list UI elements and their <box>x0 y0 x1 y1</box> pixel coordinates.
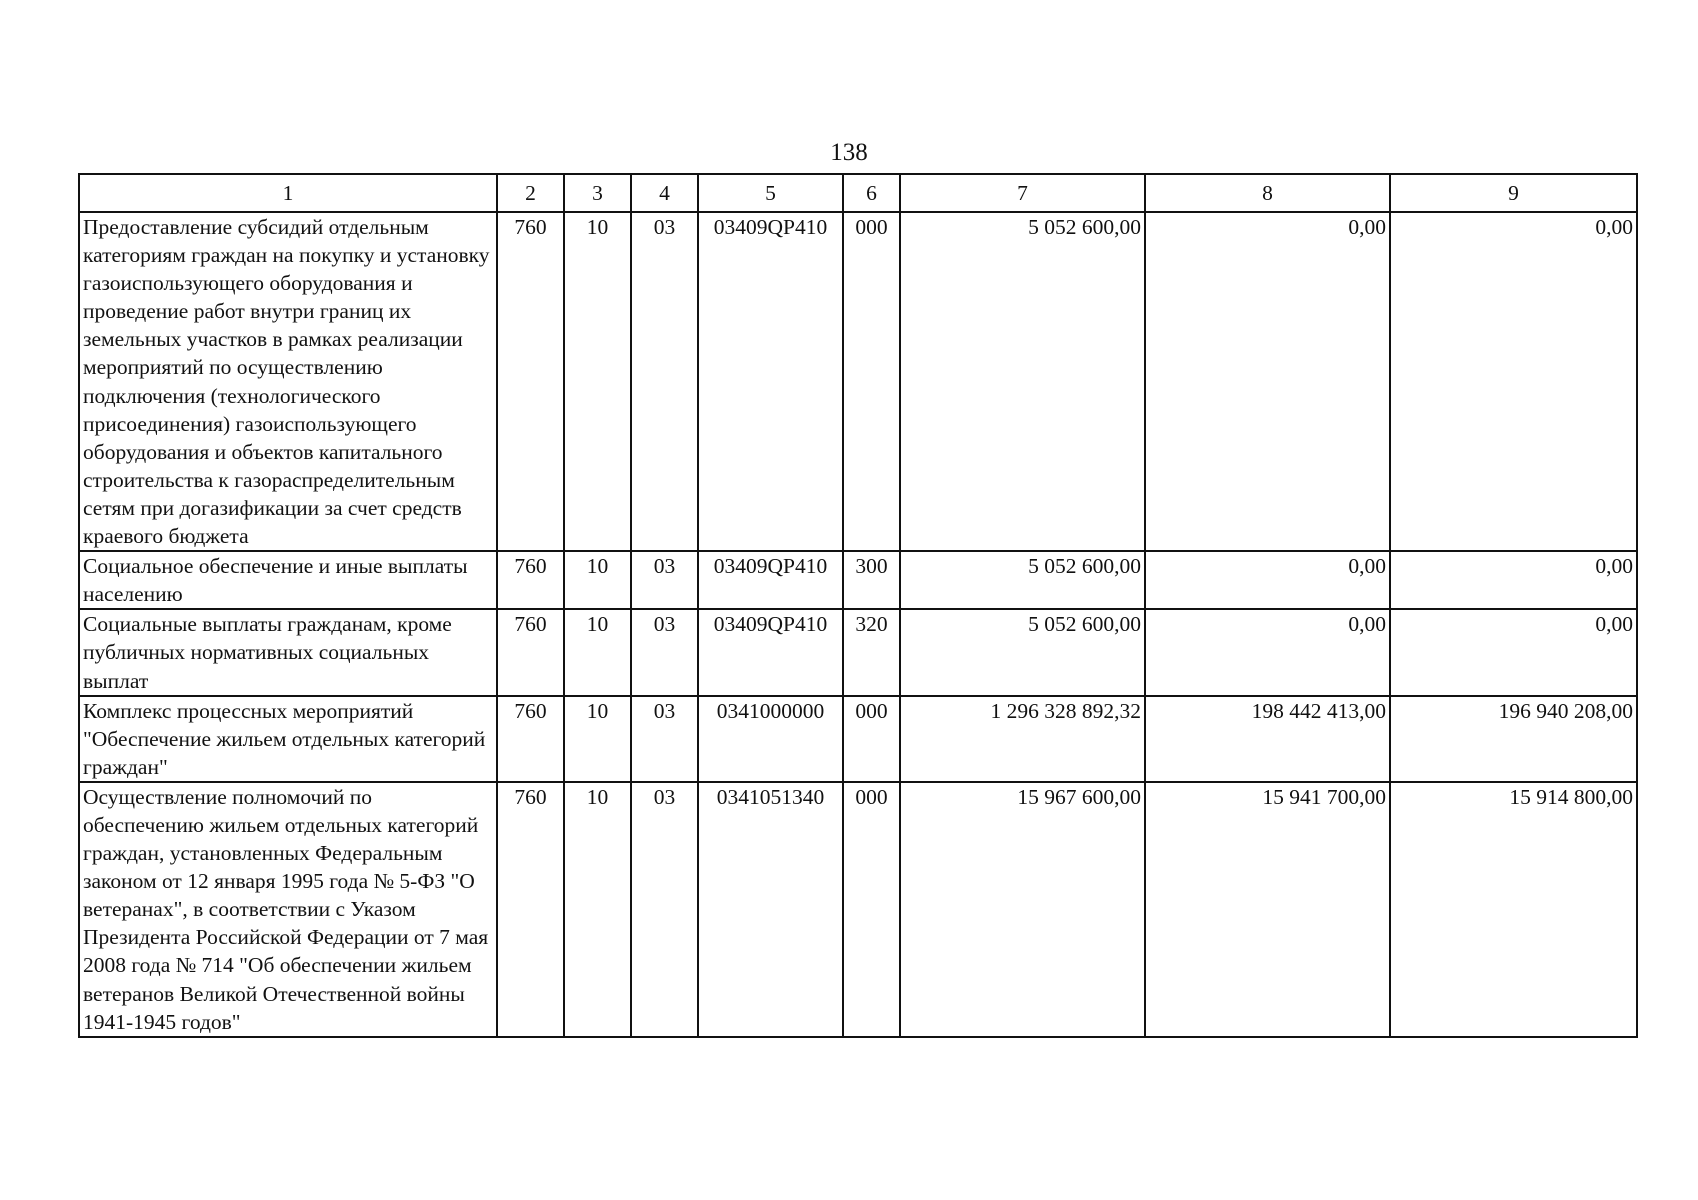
row-code-2: 760 <box>497 551 564 609</box>
row-code-4: 03 <box>631 212 698 551</box>
row-code-5: 03409QP410 <box>698 212 843 551</box>
row-amount-8: 0,00 <box>1145 551 1390 609</box>
row-code-6: 300 <box>843 551 900 609</box>
budget-table <box>78 173 1638 1038</box>
row-code-6: 320 <box>843 609 900 695</box>
row-code-3: 10 <box>564 212 631 551</box>
row-name: Социальное обеспечение и иные выплаты населению <box>79 551 497 609</box>
column-header: 2 <box>497 174 564 212</box>
row-amount-9: 0,00 <box>1390 609 1637 695</box>
row-code-5: 03409QP410 <box>698 551 843 609</box>
row-code-3: 10 <box>564 696 631 782</box>
row-amount-9: 196 940 208,00 <box>1390 696 1637 782</box>
row-amount-8: 198 442 413,00 <box>1145 696 1390 782</box>
row-code-3: 10 <box>564 551 631 609</box>
row-code-6: 000 <box>843 696 900 782</box>
row-name: Предоставление субсидий отдельным категориям граждан на покупку и установку газоиспользующего оборудования и проведение работ внутри границ их земельных участков в рамках реализации мероприятий по осуществлению подключения (технологического присоединения) газоиспользующего оборудования и объектов капитального строительства к газораспределительным сетям при догазификации за счет средств краевого бюджета <box>79 212 497 551</box>
table-row <box>79 782 1637 1037</box>
table-row <box>79 696 1637 782</box>
column-header: 1 <box>79 174 497 212</box>
row-name: Осуществление полномочий по обеспечению жильем отдельных категорий граждан, установленных Федеральным законом от 12 января 1995 года № 5-ФЗ "О ветеранах", в соответствии с Указом Президента Российской Федерации от 7 мая 2008 года № 714 "Об обеспечении жильем ветеранов Великой Отечественной войны 1941-1945 годов" <box>79 782 497 1037</box>
row-code-4: 03 <box>631 551 698 609</box>
row-amount-7: 5 052 600,00 <box>900 551 1145 609</box>
row-amount-8: 15 941 700,00 <box>1145 782 1390 1037</box>
header-row <box>79 174 1637 212</box>
row-code-2: 760 <box>497 609 564 695</box>
table-row <box>79 551 1637 609</box>
table-row <box>79 212 1637 551</box>
row-code-2: 760 <box>497 212 564 551</box>
column-header: 3 <box>564 174 631 212</box>
page-number: 138 <box>830 139 868 166</box>
row-code-3: 10 <box>564 609 631 695</box>
row-code-6: 000 <box>843 782 900 1037</box>
column-header: 7 <box>900 174 1145 212</box>
row-amount-9: 0,00 <box>1390 212 1637 551</box>
column-header: 4 <box>631 174 698 212</box>
row-code-2: 760 <box>497 696 564 782</box>
row-amount-9: 15 914 800,00 <box>1390 782 1637 1037</box>
row-code-5: 03409QP410 <box>698 609 843 695</box>
row-amount-7: 1 296 328 892,32 <box>900 696 1145 782</box>
row-code-3: 10 <box>564 782 631 1037</box>
row-code-6: 000 <box>843 212 900 551</box>
row-code-4: 03 <box>631 609 698 695</box>
row-amount-7: 5 052 600,00 <box>900 212 1145 551</box>
table-row <box>79 609 1637 695</box>
column-header: 5 <box>698 174 843 212</box>
row-code-4: 03 <box>631 696 698 782</box>
row-name: Социальные выплаты гражданам, кроме публичных нормативных социальных выплат <box>79 609 497 695</box>
row-amount-7: 15 967 600,00 <box>900 782 1145 1037</box>
column-header: 6 <box>843 174 900 212</box>
column-header: 8 <box>1145 174 1390 212</box>
row-code-2: 760 <box>497 782 564 1037</box>
row-amount-8: 0,00 <box>1145 212 1390 551</box>
row-amount-9: 0,00 <box>1390 551 1637 609</box>
row-amount-8: 0,00 <box>1145 609 1390 695</box>
column-header: 9 <box>1390 174 1637 212</box>
row-code-5: 0341000000 <box>698 696 843 782</box>
row-code-4: 03 <box>631 782 698 1037</box>
row-name: Комплекс процессных мероприятий "Обеспечение жильем отдельных категорий граждан" <box>79 696 497 782</box>
row-amount-7: 5 052 600,00 <box>900 609 1145 695</box>
row-code-5: 0341051340 <box>698 782 843 1037</box>
